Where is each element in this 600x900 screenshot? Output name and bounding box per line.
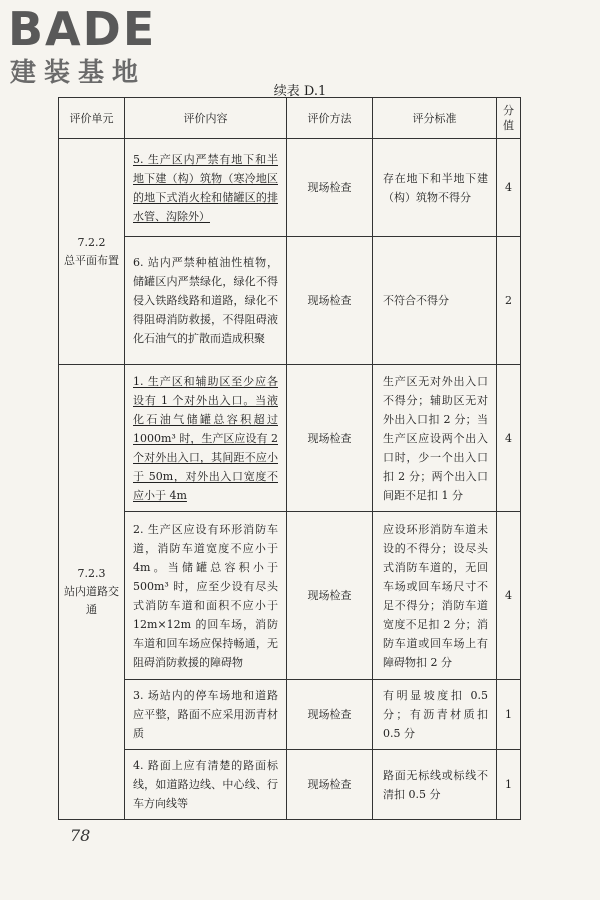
- score-cell: 4: [497, 365, 521, 512]
- content-cell: 2. 生产区应设有环形消防车道，消防车道宽度不应小于 4m。当储罐总容积小于 500m³ 时，应至少设有尽头式消防车道和面积不应小于 12m×12m 的回车场，消防车道和回车场应保持畅通，无阻碍消防救援的障碍物: [125, 512, 287, 680]
- table-title: 续表 D.1: [273, 84, 327, 99]
- standard-cell: 路面无标线或标线不清扣 0.5 分: [373, 750, 497, 820]
- page-number: 78: [70, 826, 91, 845]
- table-row: [59, 139, 521, 237]
- logo-subtitle: 建装基地: [10, 58, 147, 88]
- table-row: [59, 750, 521, 820]
- standard-cell: 不符合不得分: [373, 237, 497, 365]
- score-cell: 2: [497, 237, 521, 365]
- unit-code: 7.2.3: [77, 567, 106, 580]
- content-cell: 6. 站内严禁种植油性植物，储罐区内严禁绿化，绿化不得侵入铁路线路和道路，绿化不得阻碍消防救援，不得阻碍液化石油气的扩散而造成积聚: [125, 237, 287, 365]
- unit-name: 总平面布置: [64, 253, 119, 267]
- content-text: 1. 生产区和辅助区至少应各设有 1 个对外出入口。当液化石油气储罐总容积超过 1000m³ 时，生产区应设有 2 个对外出入口，其间距不应小于 50m，对外出入口宽度不应小于 4m: [133, 374, 278, 502]
- unit-cell-7-2-3: [59, 365, 125, 820]
- method-cell: 现场检查: [287, 680, 373, 750]
- logo-mark: BADE: [8, 2, 157, 56]
- table-row: [59, 512, 521, 680]
- header-content: 评价内容: [125, 98, 287, 139]
- header-score: 分值: [497, 98, 521, 139]
- standard-cell: 应设环形消防车道未设的不得分；设尽头式消防车道的，无回车场或回车场尺寸不足不得分；消防车道宽度不足扣 2 分；消防车道或回车场上有障碍物扣 2 分: [373, 512, 497, 680]
- content-text: 5. 生产区内严禁有地下和半地下建（构）筑物（寒冷地区的地下式消火栓和储罐区的排水管、沟除外）: [133, 152, 278, 223]
- table-header-row: [59, 98, 521, 139]
- header-unit: 评价单元: [59, 98, 125, 139]
- method-cell: 现场检查: [287, 237, 373, 365]
- score-cell: 4: [497, 139, 521, 237]
- content-cell: [125, 139, 287, 237]
- header-method: 评价方法: [287, 98, 373, 139]
- bade-logo: [8, 2, 188, 90]
- method-cell: 现场检查: [287, 512, 373, 680]
- unit-code: 7.2.2: [77, 235, 106, 249]
- score-cell: 1: [497, 750, 521, 820]
- table-row: [59, 365, 521, 512]
- score-cell: 1: [497, 680, 521, 750]
- table-row: [59, 237, 521, 365]
- header-standard: 评分标准: [373, 98, 497, 139]
- method-cell: 现场检查: [287, 139, 373, 237]
- unit-cell-7-2-2: [59, 139, 125, 365]
- score-cell: 4: [497, 512, 521, 680]
- standard-cell: 有明显坡度扣 0.5 分；有沥青材质扣 0.5 分: [373, 680, 497, 750]
- standard-cell: 存在地下和半地下建（构）筑物不得分: [373, 139, 497, 237]
- content-cell: 3. 场站内的停车场地和道路应平整，路面不应采用沥青材质: [125, 680, 287, 750]
- unit-name: 站内道路交通: [64, 585, 119, 616]
- evaluation-table: [58, 97, 521, 820]
- standard-cell: 生产区无对外出入口不得分；辅助区无对外出入口扣 2 分；当生产区应设两个出入口时，少一个出入口扣 2 分；两个出入口间距不足扣 1 分: [373, 365, 497, 512]
- table-row: [59, 680, 521, 750]
- content-cell: [125, 365, 287, 512]
- content-cell: 4. 路面上应有清楚的路面标线，如道路边线、中心线、行车方向线等: [125, 750, 287, 820]
- method-cell: 现场检查: [287, 365, 373, 512]
- method-cell: 现场检查: [287, 750, 373, 820]
